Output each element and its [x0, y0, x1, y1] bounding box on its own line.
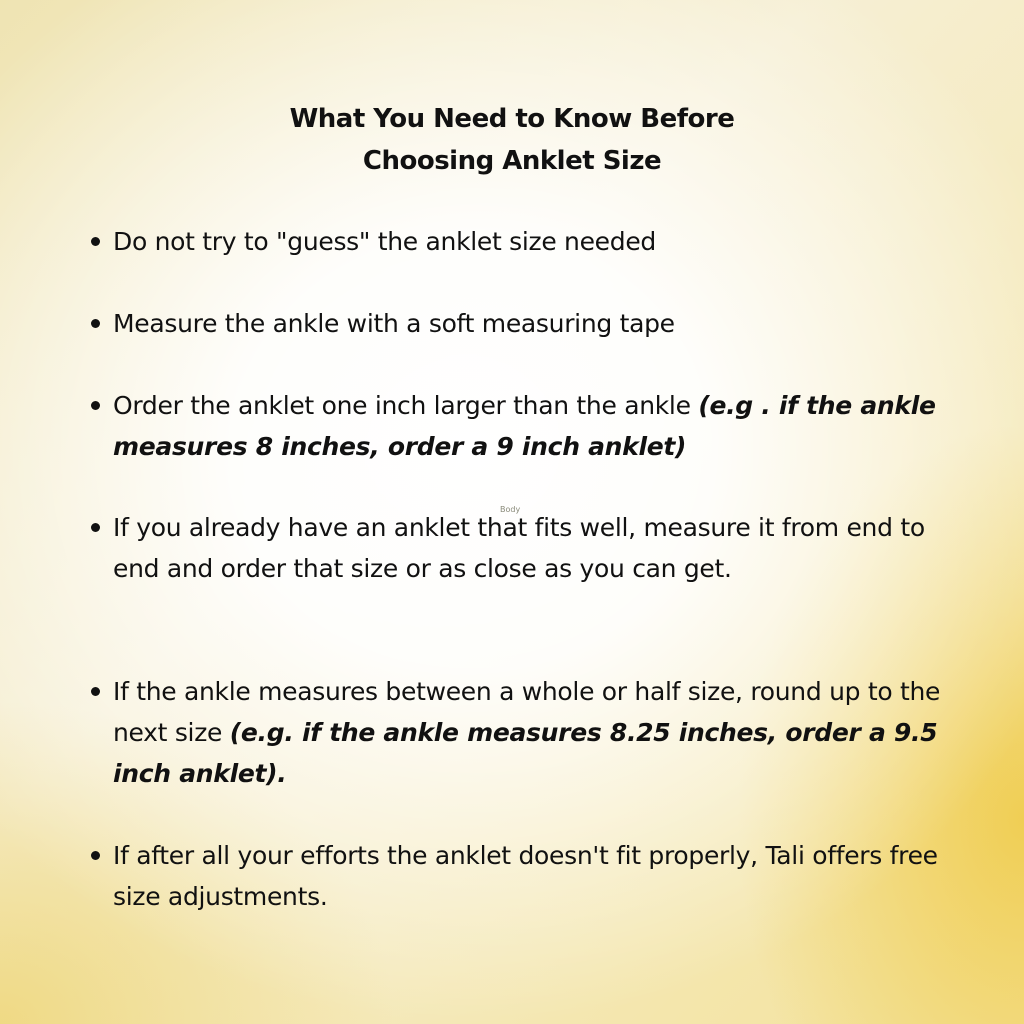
- list-item-text: Do not try to "guess" the anklet size needed: [113, 227, 656, 256]
- list-item: [113, 671, 973, 794]
- list-item-text: If after all your efforts the anklet doesn't fit properly, Tali offers free size adjustments.: [113, 841, 938, 911]
- list-item-text: Order the anklet one inch larger than the ankle: [113, 391, 699, 420]
- list-item-text: If you already have an anklet that fits well, measure it from end to end and order that size or as close as you can get.: [113, 513, 925, 583]
- list-item: [113, 221, 973, 262]
- title-line-1: What You Need to Know Before: [289, 104, 735, 134]
- list-item: [113, 385, 973, 467]
- list-item: [113, 303, 973, 344]
- body-label: Body: [500, 505, 521, 514]
- list-item: [113, 507, 973, 589]
- list-item: [113, 835, 973, 917]
- page-title: [0, 98, 1024, 182]
- list-item-example: (e.g. if the ankle measures 8.25 inches, order a 9.5 inch anklet).: [113, 718, 938, 788]
- list-item-text: If the ankle measures between a whole or half size, round up to the next size: [113, 677, 941, 747]
- title-line-2: Choosing Anklet Size: [362, 146, 662, 176]
- list-item-text: Measure the ankle with a soft measuring tape: [113, 309, 675, 338]
- list-item-example: (e.g . if the ankle measures 8 inches, order a 9 inch anklet): [113, 391, 936, 461]
